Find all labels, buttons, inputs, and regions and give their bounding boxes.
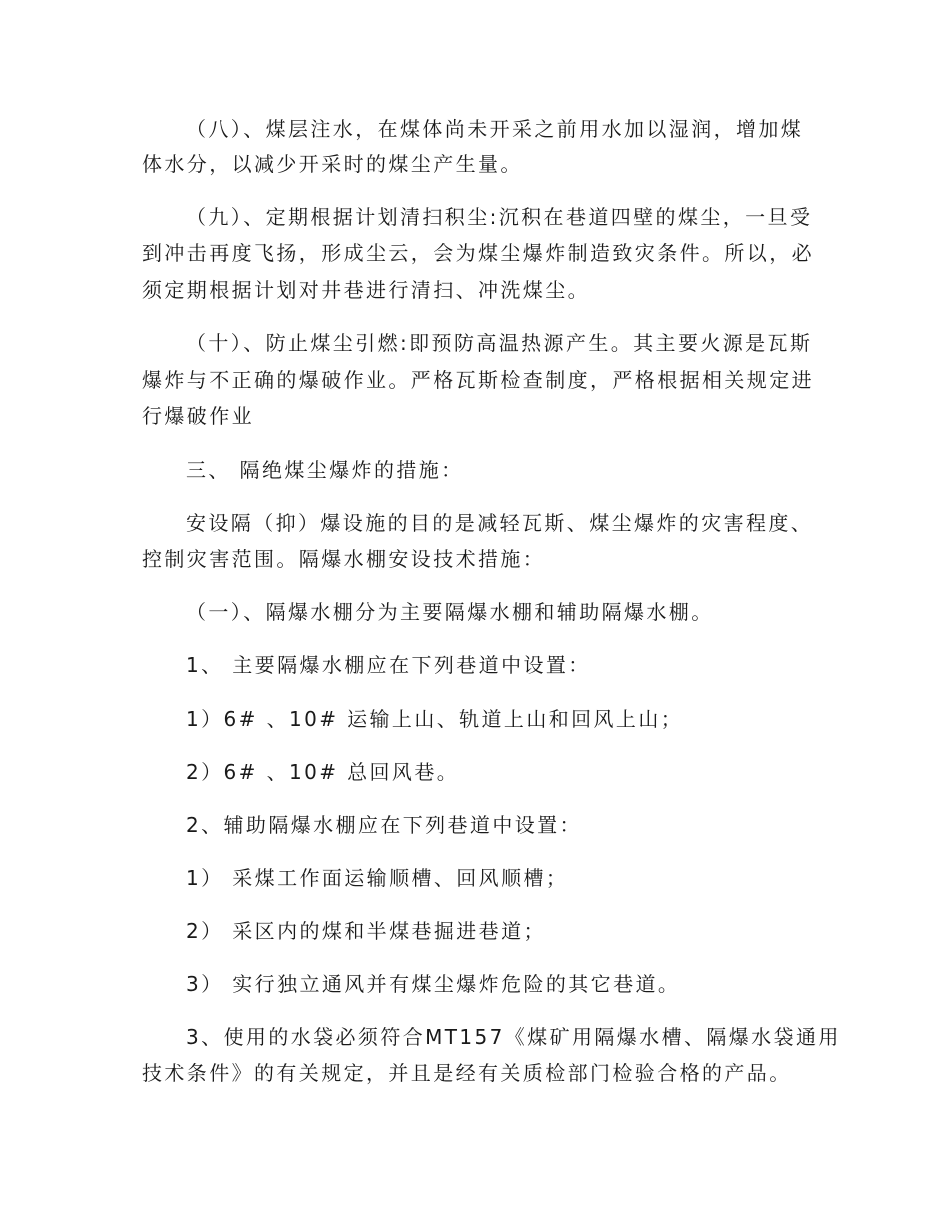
subitem-2-1: 1） 采煤工作面运输顺槽、回风顺槽；: [186, 866, 569, 890]
para-10-line-3: 行爆破作业: [142, 404, 254, 428]
subitem-2-3: 3） 实行独立通风并有煤尘爆炸危险的其它巷道。: [186, 972, 681, 996]
para-9-line-1: （九）、定期根据计划清扫积尘:沉积在巷道四壁的煤尘，一旦受: [186, 205, 813, 229]
subitem-1: 1、 主要隔爆水棚应在下列巷道中设置：: [186, 653, 591, 677]
subitem-2: 2、辅助隔爆水棚应在下列巷道中设置：: [186, 813, 582, 837]
subitem-3-line-2: 技术条件》的有关规定，并且是经有关质检部门检验合格的产品。: [142, 1061, 792, 1085]
para-9-line-3: 须定期根据计划对井巷进行清扫、冲洗煤尘。: [142, 278, 590, 302]
para-8-line-1: （八）、煤层注水，在煤体尚未开采之前用水加以湿润，增加煤: [186, 117, 804, 141]
para-9-line-2: 到冲击再度飞扬，形成尘云，会为煤尘爆炸制造致灾条件。所以，必: [142, 241, 814, 265]
intro-line-1: 安设隔（抑）爆设施的目的是减轻瓦斯、煤尘爆炸的灾害程度、: [186, 511, 814, 535]
item-1-heading: （一）、隔爆水棚分为主要隔爆水棚和辅助隔爆水棚。: [186, 600, 714, 624]
para-10-line-1: （十）、防止煤尘引燃:即预防高温热源产生。其主要火源是瓦斯: [186, 331, 813, 355]
subitem-1-2: 2）6# 、10# 总回风巷。: [186, 760, 460, 784]
para-8-line-2: 体水分，以减少开采时的煤尘产生量。: [142, 152, 523, 176]
intro-line-2: 控制灾害范围。隔爆水棚安设技术措施：: [142, 547, 546, 571]
section-3-heading: 三、 隔绝煤尘爆炸的措施：: [186, 458, 464, 482]
subitem-1-1: 1）6# 、10# 运输上山、轨道上山和回风上山；: [186, 707, 684, 731]
subitem-2-2: 2） 采区内的煤和半煤巷掘进巷道；: [186, 919, 546, 943]
para-10-line-2: 爆炸与不正确的爆破作业。严格瓦斯检查制度，严格根据相关规定进: [142, 368, 814, 392]
subitem-3-line-1: 3、使用的水袋必须符合MT157《煤矿用隔爆水槽、隔爆水袋通用: [186, 1025, 841, 1049]
